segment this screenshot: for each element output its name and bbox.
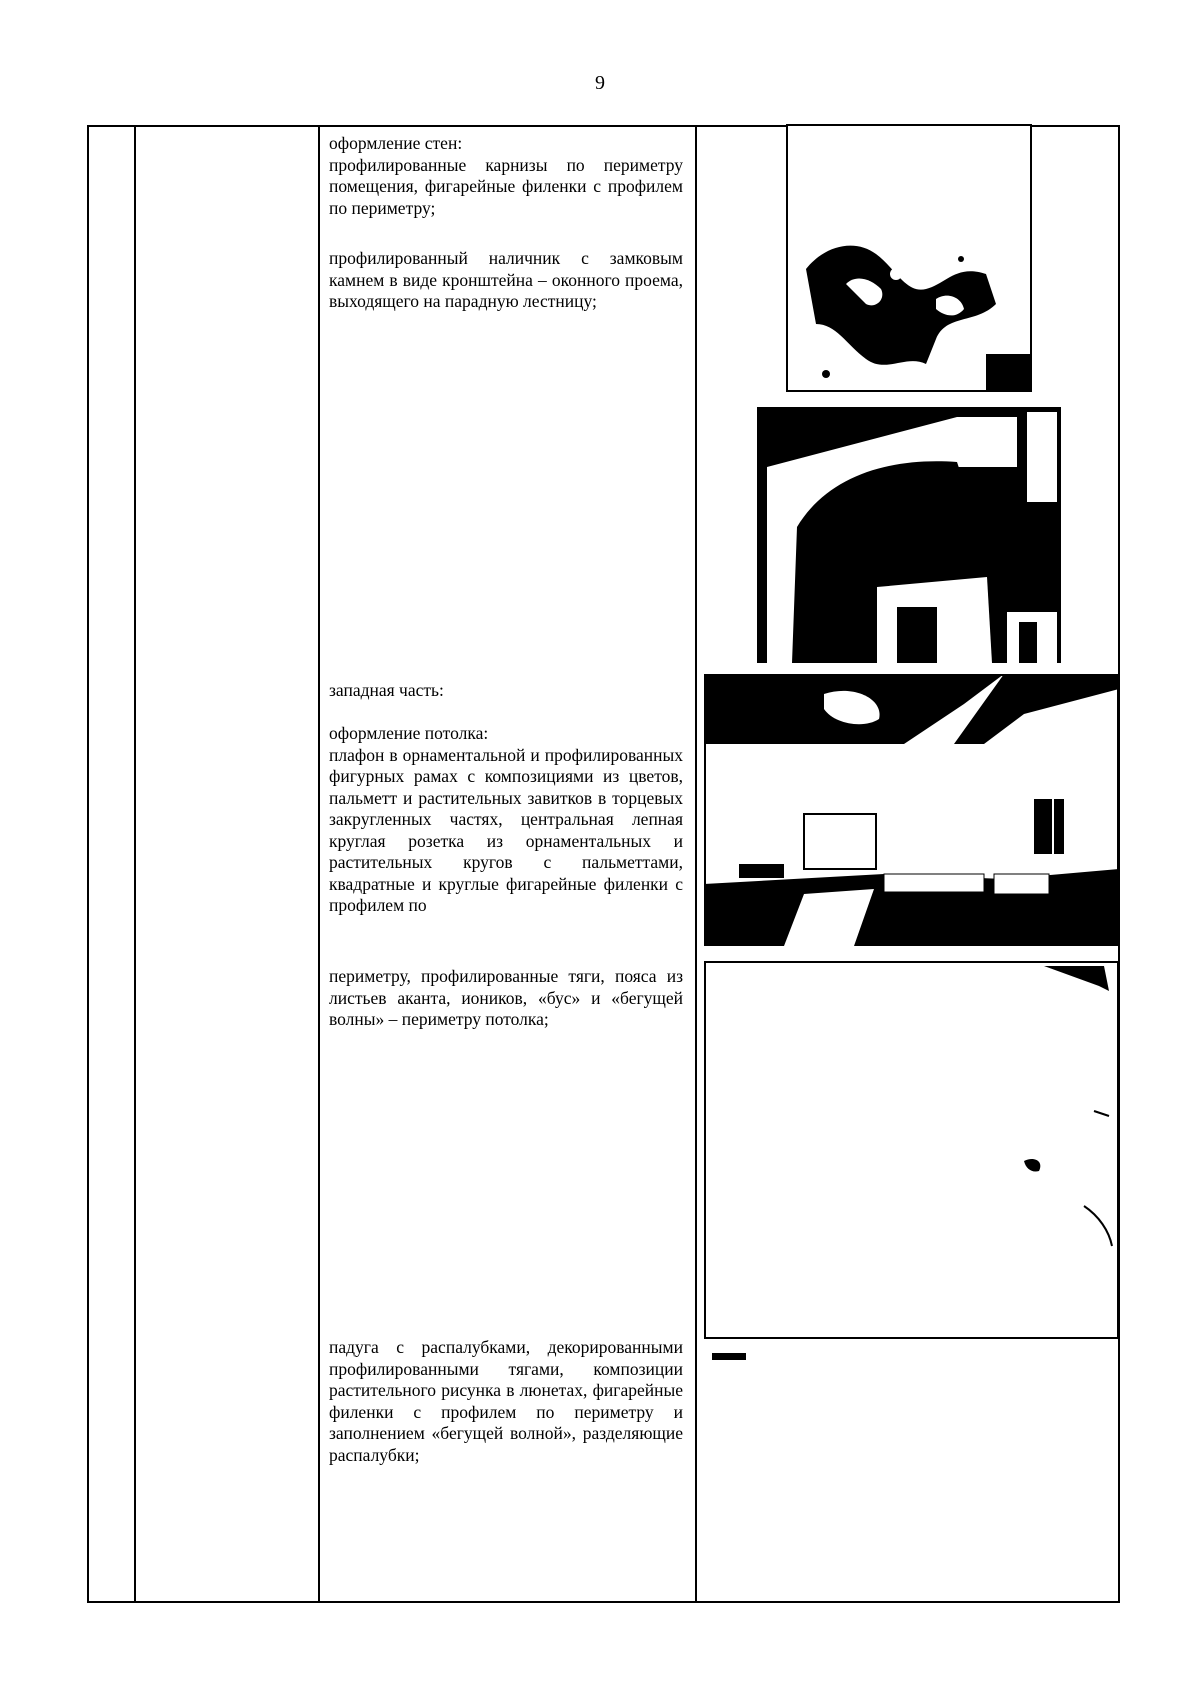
description-table (87, 125, 1120, 1603)
column-divider-2 (318, 127, 320, 1601)
walls-window-text: профилированный наличник с замковым камнем в виде кронштейна – оконного проема, выходящего на парадную лестницу; (329, 248, 683, 311)
vault-photo-fragment (712, 1353, 746, 1360)
walls-cornices-text: профилированные карнизы по периметру помещения, фигарейные филенки с профилем по периметру; (329, 154, 683, 218)
column-divider-1 (134, 127, 136, 1601)
window-arch-photo (757, 407, 1061, 663)
ornament-photo (786, 124, 1032, 392)
walls-section (329, 133, 683, 219)
ceiling-section (329, 723, 683, 917)
west-part-heading: западная часть: (329, 680, 444, 700)
hall-interior-photo (704, 674, 1119, 946)
ceiling-plafond-text-a: плафон в орнаментальной и профилированных фигурных рамах с композициями из цветов, пальметт и растительных завитков в торцевых закругленных частях, центральная лепная круглая розетка из орнаментальных и растительных кругов с пальметтами, квадратные и круглые фигарейные филенки с профилем по (329, 744, 683, 915)
page-number: 9 (595, 72, 605, 94)
column-divider-3 (695, 127, 697, 1601)
ceiling-plafond-text-b: периметру, профилированные тяги, пояса из листьев аканта, иоников, «бус» и «бегущей волны» – периметру потолка; (329, 966, 683, 1029)
walls-heading: оформление стен: (329, 133, 463, 153)
ceiling-detail-photo (704, 961, 1119, 1339)
ceiling-heading: оформление потолка: (329, 723, 489, 743)
vault-text: падуга с распалубками, декорированными профилированными тягами, композиции растительного рисунка в люнетах, фигарейные филенки с профилем по периметру и заполнением «бегущей волной», разделяющие распалубки; (329, 1337, 683, 1465)
